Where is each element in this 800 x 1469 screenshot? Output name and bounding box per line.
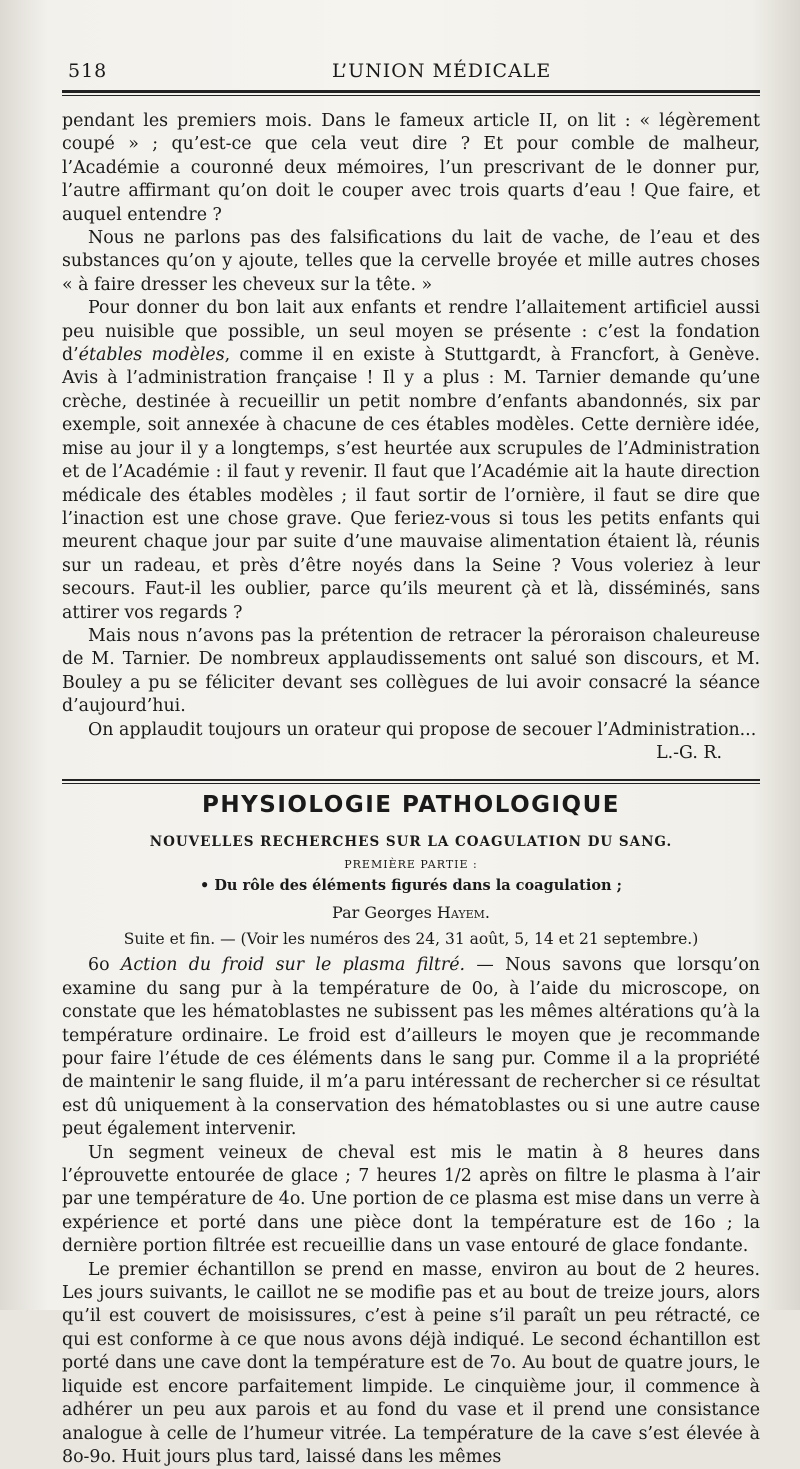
- paragraph-action-froid: [62, 954, 760, 1141]
- text-run: Pour donner du bon lait aux enfants et rendre l’allaitement artificiel aussi peu nuisible que possible, un seul moyen se présente : c’est la fondation d’: [62, 298, 760, 366]
- paragraph-continued: pendant les premiers mois. Dans le fameux article II, on lit : « légèrement coupé » ; qu’est-ce que cela veut dire ? Et pour comble de malheur, l’Académie a couronné deux mémoires, l’un prescrivant de le donner pur, l’autre affirmant qu’on doit le couper avec trois quarts d’eau ! Que faire, et auquel entendre ?: [62, 111, 760, 225]
- paragraph-peroraison: Mais nous n’avons pas la prétention de retracer la péroraison chaleureuse de M. Tarnier. De nombreux applaudissements ont salué son discours, et M. Bouley a pu se féliciter devant ses collègues de lui avoir consacré la séance d’aujourd’hui.: [62, 625, 760, 717]
- author-prefix: Par Georges: [332, 903, 437, 923]
- section-separator: [62, 779, 760, 784]
- section-title: PHYSIOLOGIE PATHOLOGIQUE: [202, 792, 620, 819]
- italic-term: étables modèles: [78, 345, 225, 366]
- running-head: [62, 54, 760, 82]
- article-title: NOUVELLES RECHERCHES SUR LA COAGULATION DU SANG.: [149, 834, 673, 851]
- paragraph-falsifications: Nous ne parlons pas des falsifications du lait de vache, de l’eau et des substances qu’on y ajoute, telles que la cervelle broyée et mille autres choses « à faire dresser les cheveux sur la tête. »: [62, 228, 760, 295]
- author-line: [62, 903, 760, 922]
- text-run: — Nous savons que lorsqu’on examine du sang pur à la température de 0o, à l’aide du microscope, on constate que les hématoblastes ne subissent pas les mêmes altérations qu’à la température ordinaire. Le froid est d’ailleurs le moyen que je recommande pour faire l’étude de ces éléments dans le sang pur. Comme il a la propriété de maintenir le sang fluide, il m’a paru intéressant de rechercher si ce résultat est dû uniquement à la conservation des hématoblastes ou si une autre cause peut également intervenir.: [62, 955, 761, 1140]
- journal-title: L’UNION MÉDICALE: [332, 60, 552, 82]
- text-run: , comme il en existe à Stuttgardt, à Francfort, à Genève. Avis à l’administration française ! Il y a plus : M. Tarnier demande qu’une crèche, destinée à recueillir un petit nombre d’enfants abandonnés, six par exemple, soit annexée à chacune de ces étables modèles. Cette dernière idée, mise au jour il y a longtemps, s’est heurtée aux scrupules de l’Administration et de l’Académie : il faut y revenir. Il faut que l’Académie ait la haute direction médicale des étables modèles ; il faut sortir de l’ornière, il faut se dire que l’inaction est une chose grave. Que feriez-vous si tous les petits enfants qui meurent chaque jour par suite d’une mauvaise alimentation étaient là, réunis sur un radeau, et près d’être noyés dans la Seine ? Vous voleriez à leur secours. Faut-il les oublier, parce qu’ils meurent çà et là, disséminés, sans attirer vos regards ?: [62, 345, 760, 623]
- paragraph-premier-echantillon: Le premier échantillon se prend en masse, environ au bout de 2 heures. Les jours suivants, le caillot ne se modifie pas et au bout de treize jours, alors qu’il est couvert de moisissures, c’est à peine s’il paraît un peu rétracté, ce qui est conforme à ce que nous avons déjà indiqué. Le second échantillon est porté dans une cave dont la température est de 7o. Au bout de quatre jours, le liquide est encore parfaitement limpide. Le cinquième jour, il commence à adhérer un peu aux parois et au fond du vase et il prend une consistance analogue à celle de l’humeur vitrée. La température de la cave s’est élevée à 8o-9o. Huit jours plus tard, laissé dans les mêmes: [62, 1259, 760, 1467]
- paragraph-etables: [62, 297, 760, 625]
- subsection-title: Action du froid sur le plasma filtré.: [120, 955, 466, 976]
- page-number: 518: [68, 60, 108, 82]
- header-rule-thin: [62, 95, 760, 96]
- author-surname: Hayem.: [436, 903, 490, 923]
- paragraph-applaudit: On applaudit toujours un orateur qui propose de secouer l’Administration...: [88, 719, 757, 740]
- part-heading: PREMIÈRE PARTIE :: [344, 858, 478, 872]
- header-rule: [62, 90, 760, 93]
- chapter-heading: • Du rôle des éléments figurés dans la coagulation ;: [200, 877, 622, 895]
- signature: L.-G. R.: [656, 742, 722, 763]
- section-number: 6o: [88, 955, 121, 976]
- continuation-note: Suite et fin. — (Voir les numéros des 24, 31 août, 5, 14 et 21 septembre.): [123, 930, 699, 949]
- paragraph-segment-veineux: Un segment veineux de cheval est mis le matin à 8 heures dans l’éprouvette entourée de glace ; 7 heures 1/2 après on filtre le plasma à l’air par une température de 4o. Une portion de ce plasma est mise dans un verre à expérience et porté dans une pièce dont la température est de 16o ; la dernière portion filtrée est recueillie dans un vase entouré de glace fondante.: [62, 1142, 760, 1257]
